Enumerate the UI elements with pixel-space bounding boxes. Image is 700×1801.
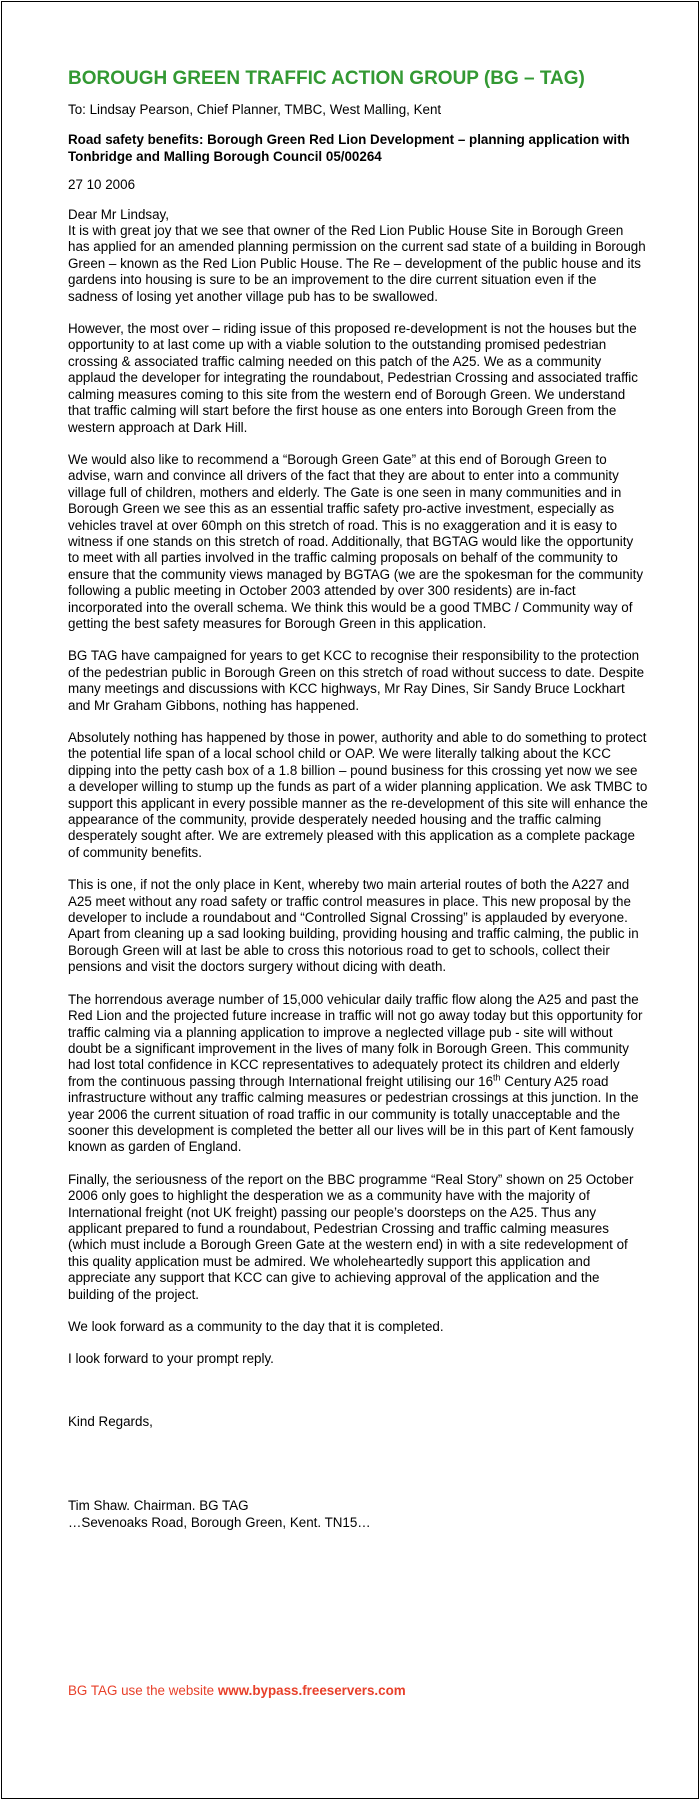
paragraph-7-part-b: Century A25 road infrastructure without any traffic calming measures or pedestrian crossings at this junction. In the year 2006 the current situation of road traffic in our community is totally unacceptable and the sooner this development is completed the better all our lives will be in this part of Kent famously known as garden of England. <box>68 1073 639 1155</box>
closing-line-2: I look forward to your prompt reply. <box>68 1351 274 1367</box>
letter-body <box>68 68 648 1531</box>
website-link[interactable]: www.bypass.freeservers.com <box>217 1683 406 1698</box>
regards: Kind Regards, <box>68 1413 153 1429</box>
signature-address: …Sevenoaks Road, Borough Green, Kent. TN15… <box>68 1514 371 1530</box>
paragraph-5: Absolutely nothing has happened by those in power, authority and able to do something to protect the potential life span of a local school child or OAP. We were literally talking about the KCC dipping into the petty cash box of a 1.8 billion – pound business for this crossing yet now we see a developer willing to stump up the funds as part of a wider planning application. We ask TMBC to support this applicant in every possible manner as the re-development of this site will enhance the appearance of the community, provide desperately needed housing and the traffic calming desperately sought after. We are extremely pleased with this application as a complete package of community benefits. <box>68 730 648 860</box>
signature-name: Tim Shaw. Chairman. BG TAG <box>68 1498 249 1514</box>
paragraph-1: It is with great joy that we see that owner of the Red Lion Public House Site in Borough Green has applied for an amended planning permission on the current sad state of a building in Borough Green – known as the Red Lion Public House. The Re – development of the public house and its gardens into housing is sure to be an improvement to the dire current situation even if the sadness of losing yet another village pub has to be swallowed. <box>68 223 646 304</box>
paragraph-7-part-a: The horrendous average number of 15,000 vehicular daily traffic flow along the A25 and past the Red Lion and the projected future increase in traffic will not go away today but this opportunity for traffic calming via a planning application to improve a neglected village pub - site will without doubt be a significant improvement in the lives of many folk in Borough Green. This community had lost total confidence in KCC representatives to adequately protect its children and elderly from the continuous passing through International freight utilising our 16 <box>68 991 643 1089</box>
footer-note <box>68 1683 406 1698</box>
letter-date: 27 10 2006 <box>68 177 136 193</box>
paragraph-4: BG TAG have campaigned for years to get KCC to recognise their responsibility to the protection of the pedestrian public in Borough Green on this stretch of road without success to date. Despite many meetings and discussions with KCC highways, Mr Ray Dines, Sir Sandy Bruce Lockhart and Mr Graham Gibbons, nothing has happened. <box>68 648 645 713</box>
superscript-th: th <box>493 1072 501 1083</box>
closing-line-1: We look forward as a community to the day that it is completed. <box>68 1319 444 1334</box>
paragraph-8: Finally, the seriousness of the report on the BBC programme “Real Story” shown on 25 October 2006 only goes to highlight the desperation we as a community have with the majority of International freight (not UK freight) passing our people’s doorsteps on the A25. Thus any applicant prepared to fund a roundabout, Pedestrian Crossing and traffic calming measures (which must include a Borough Green Gate at the western end) in with a site redevelopment of this quality application must be admired. We wholeheartedly support this application and appreciate any support that KCC can give to achieving approval of the application and the building of the project. <box>68 1171 634 1302</box>
letter-page <box>1 1 699 1799</box>
paragraph-3: We would also like to recommend a “Borough Green Gate” at this end of Borough Green to advise, warn and convince all drivers of the fact that they are about to enter into a community village full of children, mothers and elderly. The Gate is one seen in many communities and in Borough Green we see this as an essential traffic safety pro-active investment, especially as vehicles travel at over 60mph on this stretch of road. This is no exaggeration and it is easy to witness if one stands on this stretch of road. Additionally, that BGTAG would like the opportunity to meet with all parties involved in the traffic calming proposals on behalf of the community to ensure that the community views managed by BGTAG (we are the spokesman for the community following a public meeting in October 2003 attended by over 300 residents) are in-fact incorporated into the overall schema. We think this would be a good TMBC / Community way of getting the best safety measures for Borough Green in this application. <box>68 451 644 631</box>
footer-text: BG TAG use the website <box>68 1683 218 1698</box>
paragraph-7 <box>68 992 648 1156</box>
paragraph-6: This is one, if not the only place in Kent, whereby two main arterial routes of both the A227 and A25 meet without any road safety or traffic control measures in place. This new proposal by the developer to include a roundabout and “Controlled Signal Crossing” is applauded by everyone. Apart from cleaning up a sad looking building, providing housing and traffic calming, the public in Borough Green will at last be able to cross this notorious road to get to schools, collect their pensions and visit the doctors surgery without dicing with death. <box>68 877 639 975</box>
paragraph-2: However, the most over – riding issue of this proposed re-development is not the houses but the opportunity to at last come up with a viable solution to the outstanding promised pedestrian crossing & associated traffic calming needed on this patch of the A25. We as a community applaud the developer for integrating the roundabout, Pedestrian Crossing and associated traffic calming measures coming to this site from the western end of Borough Green. We understand that traffic calming will start before the first house as one enters into Borough Green from the western approach at Dark Hill. <box>68 321 638 435</box>
salutation: Dear Mr Lindsay, <box>68 206 169 222</box>
recipient-line: To: Lindsay Pearson, Chief Planner, TMBC, West Malling, Kent <box>68 102 442 117</box>
letter-title: BOROUGH GREEN TRAFFIC ACTION GROUP (BG – TAG) <box>68 68 585 89</box>
subject-line: Road safety benefits: Borough Green Red Lion Development – planning application with Tonbridge and Malling Borough Council 05/00264 <box>68 132 630 164</box>
